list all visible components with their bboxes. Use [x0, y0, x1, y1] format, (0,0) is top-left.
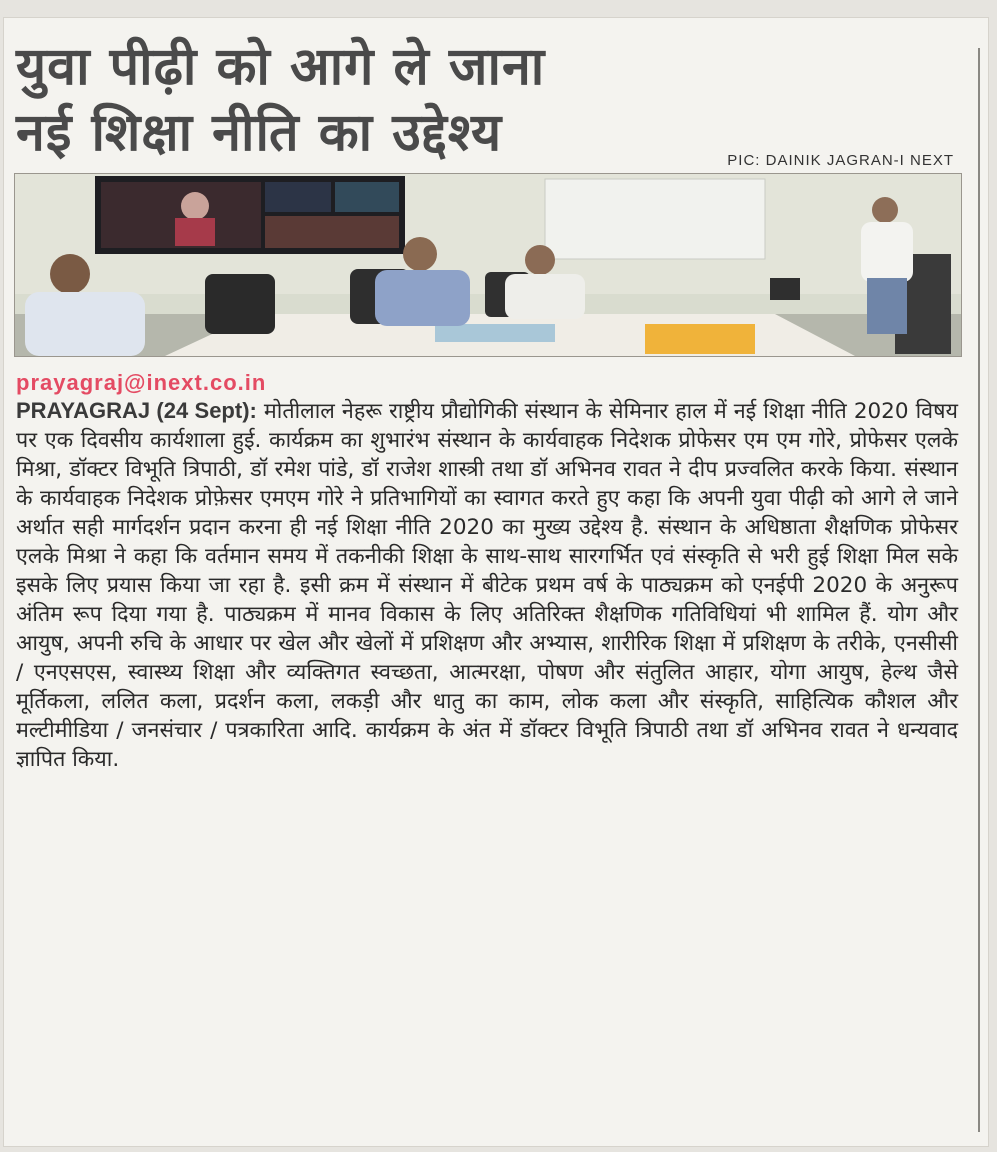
- newspaper-clipping: [4, 18, 988, 1146]
- column-rule: [978, 48, 980, 1146]
- headline-line-2: नई शिक्षा नीति का उद्देश्य: [16, 103, 503, 163]
- headline-line-1: युवा पीढ़ी को आगे ले जाना: [16, 37, 546, 97]
- photo-credit: PIC: DAINIK JAGRAN-I NEXT: [727, 152, 954, 169]
- clipping-bottom-edge: [4, 1132, 988, 1146]
- headline: [16, 34, 976, 166]
- reporter-email: prayagraj@inext.co.in: [16, 370, 267, 395]
- article-text: मोतीलाल नेहरू राष्ट्रीय प्रौद्योगिकी संस्थान के सेमिनार हाल में नई शिक्षा नीति 2020 विषय पर एक दिवसीय कार्यशाला हुई. कार्यक्रम का शुभारंभ संस्थान के कार्यवाहक निदेशक प्रोफेसर एम एम गोरे, प्रोफेसर एलके मिश्रा, डॉक्टर विभूति त्रिपाठी, डॉ रमेश पांडे, डॉ राजेश शास्त्री तथा डॉ अभिनव रावत ने दीप प्रज्वलित करके किया. संस्थान के कार्यवाहक निदेशक प्रोफ़ेसर एमएम गोरे ने प्रतिभागियों का स्वागत करते हुए कहा कि अपनी युवा पीढ़ी को आगे ले जाने अर्थात सही मार्गदर्शन प्रदान करना ही नई शिक्षा नीति 2020 का मुख्य उद्देश्य है. संस्थान के अधिष्ठाता शैक्षणिक प्रोफेसर एलके मिश्रा ने कहा कि वर्तमान समय में तकनीकी शिक्षा के साथ-साथ सारगर्भित एवं संस्कृति से भरी हुई शिक्षा मिल सके इसके लिए प्रयास किया जा रहा है. इसी क्रम में संस्थान में बीटेक प्रथम वर्ष के पाठ्यक्रम को एनईपी 2020 के अनुरूप अंतिम रूप दिया गया है. पाठ्यक्रम में मानव विकास के लिए अतिरिक्त शैक्षणिक गतिविधियां भी शामिल हैं. योग और आयुष, अपनी रुचि के आधार पर खेल और खेलों में प्रशिक्षण और अभ्यास, शारीरिक शिक्षा में प्रशिक्षण के तरीके, एनसीसी / एनएसएस, स्वास्थ्य शिक्षा और व्यक्तिगत स्वच्छता, आत्मरक्षा, पोषण और संतुलित आहार, योगा आयुष, हेल्थ जैसे मूर्तिकला, ललित कला, प्रदर्शन कला, लकड़ी और धातु का काम, लोक कला और संस्कृति, साहित्यिक कौशल और मल्टीमीडिया / जनसंचार / पत्रकारिता आदि. कार्यक्रम के अंत में डॉक्टर विभूति त्रिपाठी तथा डॉ अभिनव रावत ने धन्यवाद ज्ञापित किया.: [16, 399, 958, 772]
- dateline: PRAYAGRAJ (24 Sept):: [16, 398, 257, 423]
- article-body: [16, 396, 958, 774]
- news-photo: [14, 173, 962, 357]
